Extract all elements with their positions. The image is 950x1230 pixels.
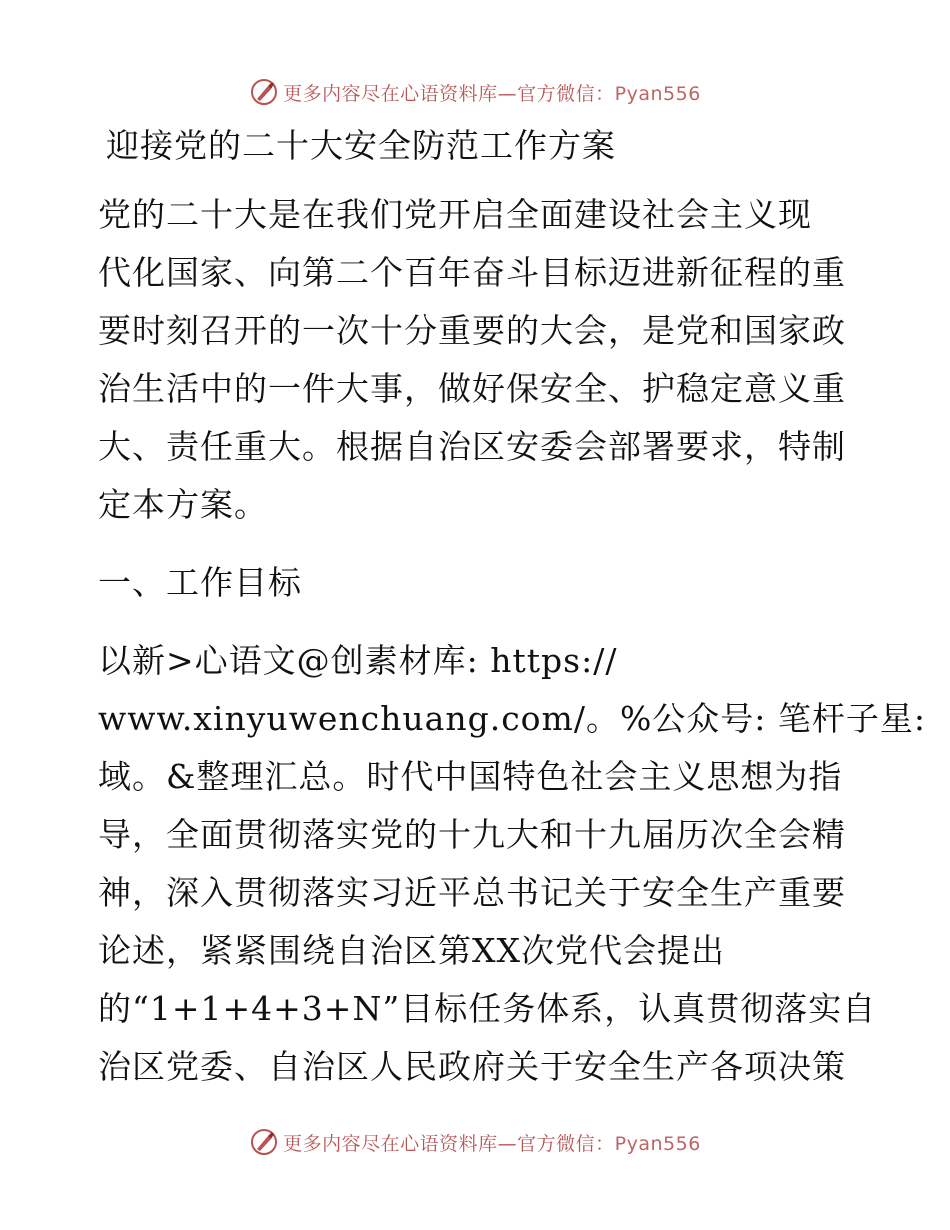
banner-text — [283, 79, 701, 106]
banner-label: 更多内容尽在心语资料库—官方微信： — [283, 82, 615, 105]
section-line: 以新>心语文@创素材库: https:// — [98, 641, 618, 680]
document-title: 迎接党的二十大安全防范工作方案 — [106, 126, 616, 165]
document-body — [98, 120, 927, 1096]
section-line: 的“1+1+4+3+N”目标任务体系，认真贯彻落实自 — [98, 989, 877, 1028]
pen-nib-logo-icon — [249, 1127, 279, 1157]
section-line: 导，全面贯彻落实党的十九大和十九届历次全会精 — [98, 815, 846, 854]
section-1-paragraph — [98, 632, 927, 1096]
header-banner — [0, 70, 950, 114]
section-heading: 一、工作目标 — [98, 563, 302, 602]
intro-line: 党的二十大是在我们党开启全面建设社会主义现 — [98, 195, 812, 234]
banner-text — [283, 1129, 701, 1156]
banner-handle: Pyan556 — [614, 82, 701, 105]
section-line: 神，深入贯彻落实习近平总书记关于安全生产重要 — [98, 873, 846, 912]
intro-line: 治生活中的一件大事，做好保安全、护稳定意义重 — [98, 369, 846, 408]
banner-label: 更多内容尽在心语资料库—官方微信： — [283, 1132, 615, 1155]
section-line: 论述，紧紧围绕自治区第XX次党代会提出 — [98, 931, 725, 970]
banner-handle: Pyan556 — [614, 1132, 701, 1155]
section-line: 治区党委、自治区人民政府关于安全生产各项决策 — [98, 1047, 846, 1086]
intro-line: 定本方案。 — [98, 485, 268, 524]
intro-line: 代化国家、向第二个百年奋斗目标迈进新征程的重 — [98, 253, 846, 292]
intro-paragraph — [98, 186, 850, 534]
section-line: www.xinyuwenchuang.com/。%公众号: 笔杆子星: — [98, 699, 927, 738]
footer-banner — [0, 1120, 950, 1164]
pen-nib-logo-icon — [249, 77, 279, 107]
intro-line: 大、责任重大。根据自治区安委会部署要求，特制 — [98, 427, 846, 466]
section-line: 域。&整理汇总。时代中国特色社会主义思想为指 — [98, 757, 843, 796]
intro-line: 要时刻召开的一次十分重要的大会，是党和国家政 — [98, 311, 846, 350]
